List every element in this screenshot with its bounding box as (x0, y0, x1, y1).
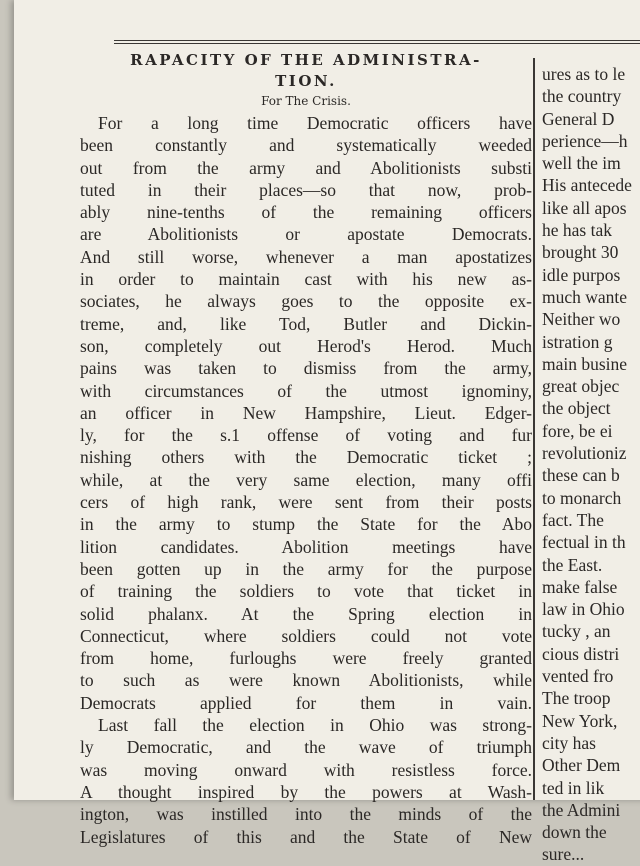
article-column (80, 50, 532, 848)
adjacent-line: fore, be ei (542, 420, 613, 441)
headline-line: RAPACITY OF THE ADMINISTRA- (130, 51, 482, 69)
adjacent-line: well the im (542, 153, 621, 174)
article-line: of training the soldiers to vote that ticket in (80, 581, 532, 602)
article-line: ly, for the s.1 offense of voting and fur (80, 425, 532, 446)
adjacent-line: to monarch (542, 487, 622, 508)
article-line: treme, and, like Tod, Butler and Dickin- (80, 313, 532, 334)
adjacent-line: much wante (542, 286, 628, 307)
adjacent-line: revolutioniz (542, 443, 627, 464)
adjacent-column (542, 63, 640, 866)
adjacent-line: the object (542, 398, 611, 419)
adjacent-line: the Admini (542, 799, 621, 820)
article-line: to such as were known Abolitionists, while (80, 670, 532, 691)
article-line: pains was taken to dismiss from the army, (80, 358, 532, 379)
article-line: lition candidates. Abolition meetings have (80, 536, 532, 557)
article-line: been gotten up in the army for the purpose (80, 558, 532, 579)
article-line: out from the army and Abolitionists substi (80, 157, 532, 178)
article-line: cers of high rank, were sent from their posts (80, 492, 532, 513)
article-line: nishing others with the Democratic ticket ; (80, 447, 532, 468)
adjacent-line: the country (542, 86, 622, 107)
adjacent-line: make false (542, 576, 618, 597)
adjacent-line: His antecede (542, 175, 632, 196)
article-line: in the army to stump the State for the Abo (80, 514, 532, 535)
article-line: from home, furloughs were freely granted (80, 648, 532, 669)
adjacent-line: ures as to le (542, 64, 626, 84)
article-line: Legislatures of this and the State of New (80, 826, 532, 847)
adjacent-line: The troop (542, 688, 611, 709)
adjacent-line: fact. The (542, 509, 604, 530)
article-line: are Abolitionists or apostate Democrats. (80, 224, 532, 245)
article-line: ably nine-tenths of the remaining officers (80, 202, 532, 223)
article-line: with circumstances of the utmost ignominy, (80, 380, 532, 401)
article-line: was moving onward with resistless force. (80, 759, 532, 780)
article-line: Democrats applied for them in vain. (80, 692, 532, 713)
article-line: in order to maintain cast with his new as- (80, 269, 532, 290)
adjacent-line: tucky , an (542, 621, 611, 642)
article-line: tuted in their places—so that now, prob- (80, 179, 532, 200)
adjacent-line: perience—h (542, 130, 628, 151)
article-line: ington, was instilled into the minds of the (80, 804, 532, 825)
article-line: Last fall the election in Ohio was strong- (98, 715, 532, 736)
top-rule (114, 40, 640, 44)
adjacent-line: idle purpos (542, 264, 621, 285)
adjacent-line: fectual in th (542, 532, 626, 553)
article-line: ly Democratic, and the wave of triumph (80, 737, 532, 758)
headline (80, 50, 532, 92)
adjacent-line: New York, (542, 710, 618, 731)
article-line: For a long time Democratic officers have (98, 113, 532, 133)
adjacent-line: the East. (542, 554, 603, 575)
headline-line: TION. (275, 72, 337, 90)
adjacent-line: ted in lik (542, 777, 605, 798)
byline: For The Crisis. (261, 94, 351, 108)
article-line: while, at the very same election, many offi (80, 469, 532, 490)
adjacent-line: General D (542, 108, 615, 129)
adjacent-line: Other Dem (542, 755, 621, 776)
adjacent-line: he has tak (542, 220, 612, 241)
adjacent-line: Neither wo (542, 309, 621, 330)
column-divider (533, 58, 535, 800)
article-line: sociates, he always goes to the opposite ex- (80, 291, 532, 312)
article-line: solid phalanx. At the Spring election in (80, 603, 532, 624)
adjacent-line: brought 30 (542, 242, 619, 263)
adjacent-line: down the (542, 822, 607, 843)
adjacent-line: these can b (542, 465, 620, 486)
adjacent-line: cious distri (542, 643, 620, 664)
article-line: son, completely out Herod's Herod. Much (80, 335, 532, 356)
adjacent-line: great objec (542, 376, 620, 397)
newspaper-page (14, 0, 640, 865)
article-line: Connecticut, where soldiers could not vote (80, 625, 532, 646)
adjacent-line: vented fro (542, 666, 614, 687)
adjacent-line: city has (542, 732, 596, 753)
adjacent-line: istration g (542, 331, 613, 352)
article-body (80, 112, 532, 848)
adjacent-line: law in Ohio (542, 599, 625, 620)
adjacent-line: main busine (542, 353, 628, 374)
article-line: A thought inspired by the powers at Wash- (80, 781, 532, 802)
article-line: an officer in New Hampshire, Lieut. Edger- (80, 402, 532, 423)
article-line: been constantly and systematically weeded (80, 135, 532, 156)
adjacent-line: sure... (542, 844, 585, 865)
article-line: And still worse, whenever a man apostatizes (80, 246, 532, 267)
adjacent-line: like all apos (542, 197, 627, 218)
